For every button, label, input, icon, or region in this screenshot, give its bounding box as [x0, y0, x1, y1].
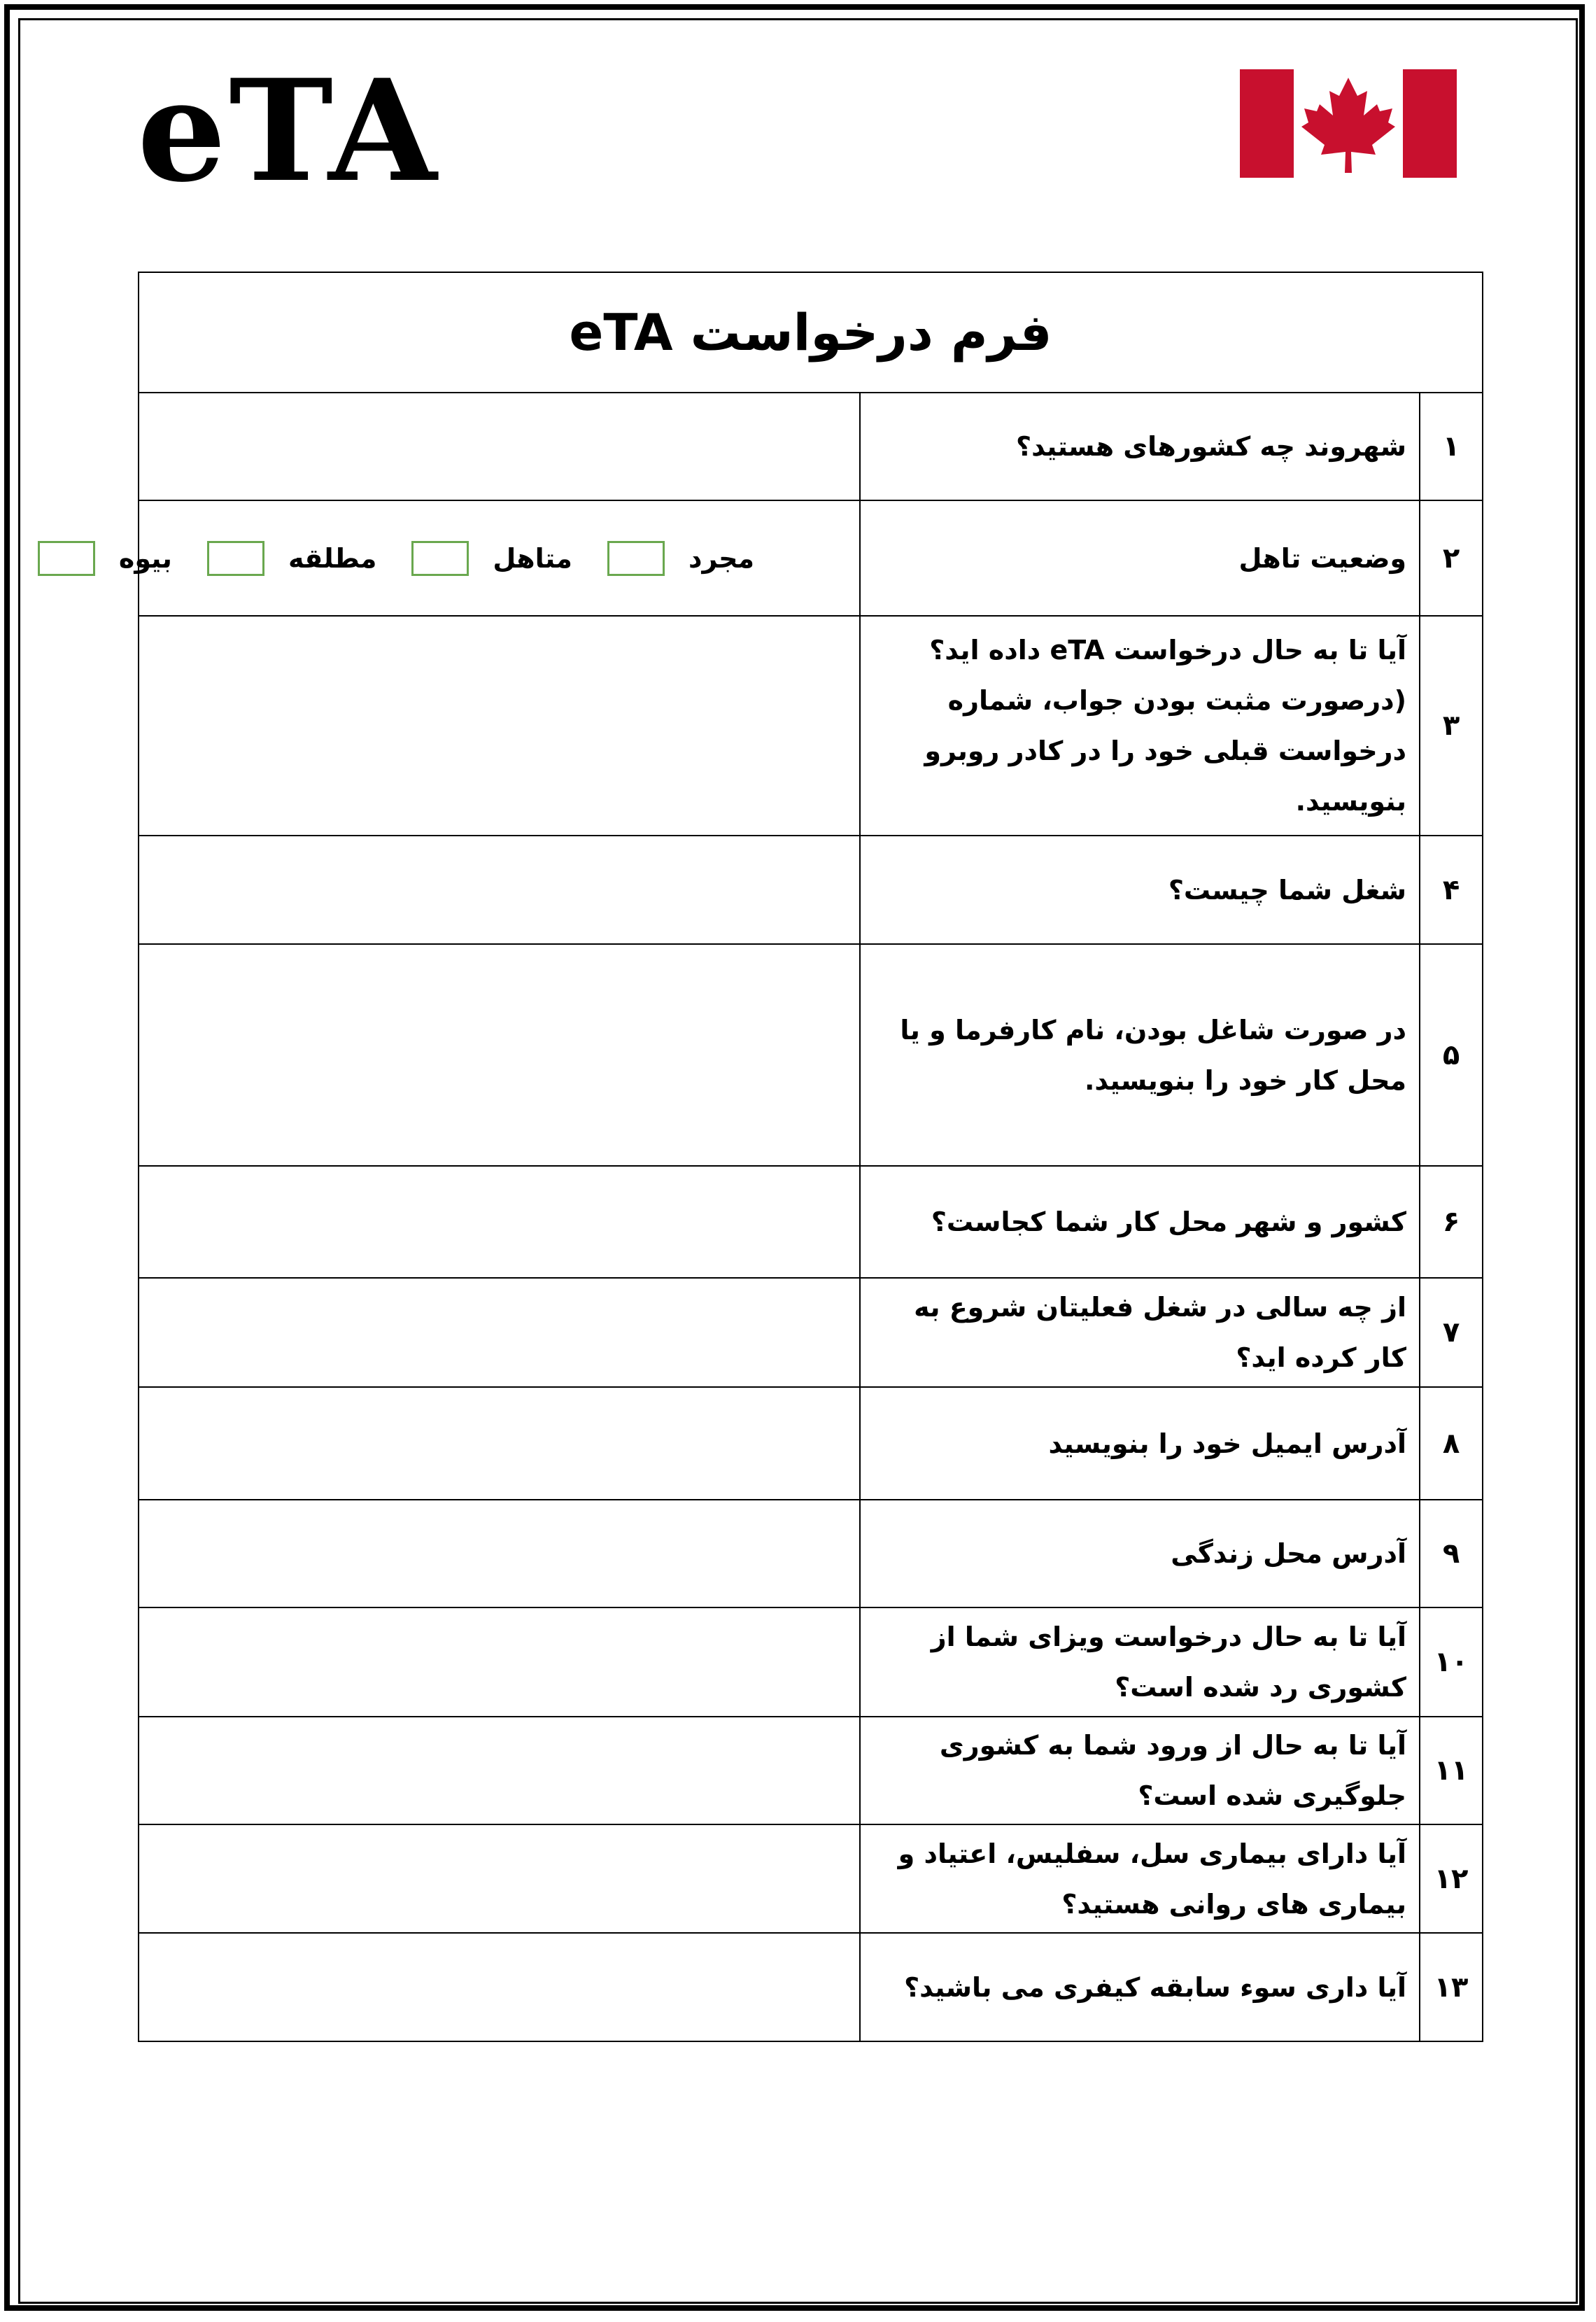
row-number: ۹ [1420, 1500, 1483, 1607]
question-text: در صورت شاغل بودن، نام کارفرما و یا محل کار خود را بنویسید. [860, 944, 1420, 1166]
table-row [139, 393, 1483, 500]
marital-status-options [118, 500, 860, 616]
option-single [572, 541, 754, 576]
checkbox-single[interactable] [607, 541, 665, 576]
table-row [139, 944, 1483, 1166]
table-row [139, 1607, 1483, 1717]
table-row [139, 1500, 1483, 1607]
answer-field-start-year[interactable] [139, 1278, 860, 1387]
table-row [139, 1278, 1483, 1387]
form-title: فرم درخواست eTA [139, 272, 1483, 393]
row-number: ۵ [1420, 944, 1483, 1166]
answer-field-previous-eta[interactable] [139, 616, 860, 836]
row-number: ۱۲ [1420, 1824, 1483, 1933]
question-text: وضعیت تاهل [860, 500, 1420, 616]
question-text: کشور و شهر محل کار شما کجاست؟ [860, 1166, 1420, 1278]
question-text: شغل شما چیست؟ [860, 836, 1420, 944]
answer-field-email[interactable] [139, 1387, 860, 1500]
answer-field-employer[interactable] [139, 944, 860, 1166]
question-text: آیا داری سوء سابقه کیفری می باشید؟ [860, 1933, 1420, 2041]
row-number: ۳ [1420, 616, 1483, 836]
question-text: شهروند چه کشورهای هستید؟ [860, 393, 1420, 500]
option-widowed [3, 541, 172, 576]
option-married [376, 541, 572, 576]
row-number: ۱ [1420, 393, 1483, 500]
answer-field-citizenship[interactable] [139, 393, 860, 500]
answer-field-home-address[interactable] [139, 1500, 860, 1607]
question-text: آدرس ایمیل خود را بنویسید [860, 1387, 1420, 1500]
question-text: آیا تا به حال درخواست eTA داده اید؟ (درصورت مثبت بودن جواب، شماره درخواست قبلی خود را در کادر روبرو بنویسید. [860, 616, 1420, 836]
checkbox-widowed[interactable] [38, 541, 95, 576]
row-number: ۴ [1420, 836, 1483, 944]
answer-field-entry-denied[interactable] [139, 1717, 860, 1824]
option-label: مطلقه [288, 542, 377, 574]
table-row [139, 836, 1483, 944]
row-number: ۶ [1420, 1166, 1483, 1278]
table-row [139, 1717, 1483, 1824]
row-number: ۸ [1420, 1387, 1483, 1500]
question-text: آیا تا به حال از ورود شما به کشوری جلوگیری شده است؟ [860, 1717, 1420, 1824]
row-number: ۱۳ [1420, 1933, 1483, 2041]
row-number: ۲ [1420, 500, 1483, 616]
answer-field-work-location[interactable] [139, 1166, 860, 1278]
row-number: ۱۰ [1420, 1607, 1483, 1717]
table-row [139, 616, 1483, 836]
eta-form-table [118, 272, 1483, 2042]
checkbox-divorced[interactable] [207, 541, 264, 576]
option-label: متاهل [493, 542, 572, 574]
question-text: آدرس محل زندگی [860, 1500, 1420, 1607]
canada-flag-icon [1240, 69, 1457, 178]
question-text: آیا تا به حال درخواست ویزای شما از کشوری رد شده است؟ [860, 1607, 1420, 1717]
table-row [139, 1824, 1483, 1933]
option-label: بیوه [118, 542, 172, 574]
option-divorced [172, 541, 376, 576]
answer-field-medical[interactable] [139, 1824, 860, 1933]
answer-field-visa-refusal[interactable] [139, 1607, 860, 1717]
eta-logo: eTA [137, 49, 440, 213]
table-row [139, 500, 1483, 616]
checkbox-married[interactable] [411, 541, 469, 576]
table-row [139, 1166, 1483, 1278]
question-text: آیا دارای بیماری سل، سفلیس، اعتیاد و بیماری های روانی هستید؟ [860, 1824, 1420, 1933]
answer-field-occupation[interactable] [139, 836, 860, 944]
table-row [139, 1933, 1483, 2041]
question-text: از چه سالی در شغل فعلیتان شروع به کار کرده اید؟ [860, 1278, 1420, 1387]
row-number: ۱۱ [1420, 1717, 1483, 1824]
form-title-row [139, 272, 1483, 393]
row-number: ۷ [1420, 1278, 1483, 1387]
table-row [139, 1387, 1483, 1500]
answer-field-criminal-record[interactable] [139, 1933, 860, 2041]
option-label: مجرد [688, 542, 755, 574]
